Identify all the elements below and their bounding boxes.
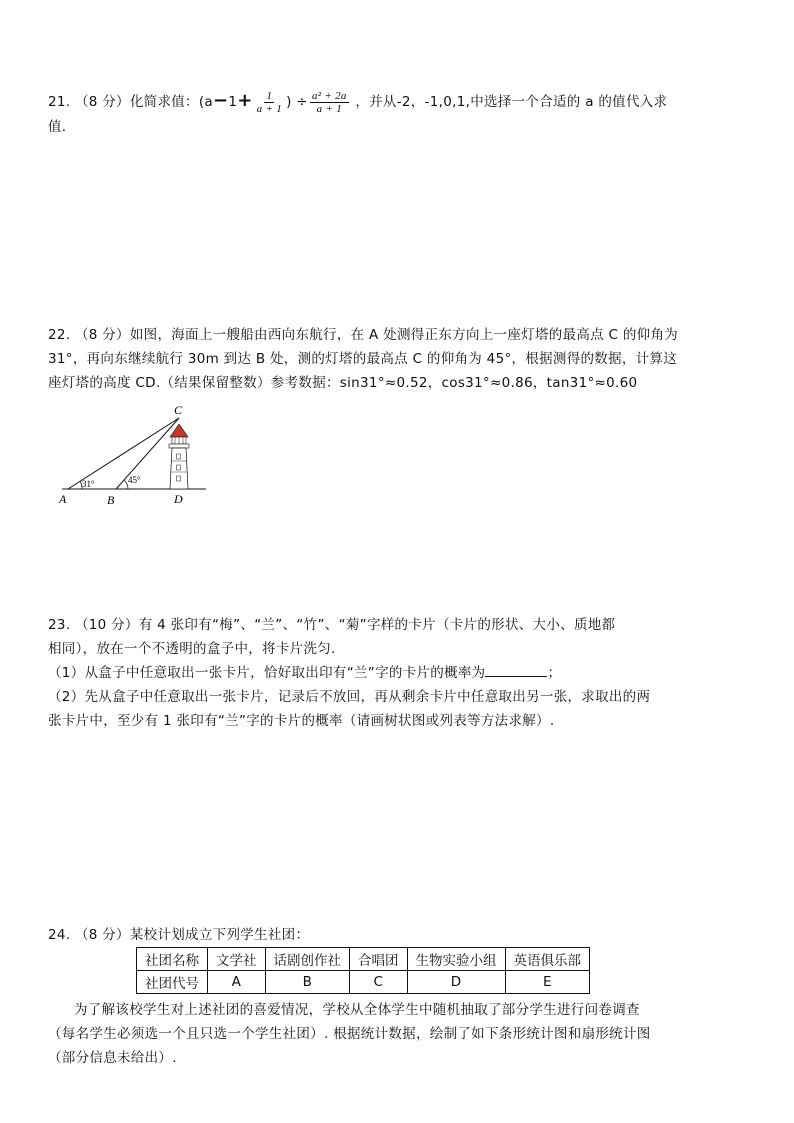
question-24-para3: （部分信息未给出）. [48,1050,177,1066]
label-a: A [59,492,67,506]
question-22 [48,323,750,395]
table-cell: 合唱团 [350,948,408,971]
table-cell: A [208,971,266,994]
question-23-line1: 23. （10 分）有 4 张印有“梅”、“兰”、“竹”、“菊”字样的卡片（卡片的形状、大小、质地都 [48,617,616,633]
question-21-stem-start: 化简求值：(a [129,94,213,110]
question-23-part2-line2: 张卡片中，至少有 1 张印有“兰”字的卡片的概率（请画树状图或列表等方法求解）. [48,713,555,729]
sight-line-b [116,418,179,489]
fraction-denominator: a + 1 [316,102,343,115]
lighthouse-figure [54,402,214,510]
label-c: C [174,403,183,417]
table-row [137,948,590,971]
question-24-para1: 为了解该校学生对上述社团的喜爱情况，学校从全体学生中随机抽取了部分学生进行问卷调查 [74,1002,640,1018]
table-row [137,971,590,994]
table-cell: 文学社 [208,948,266,971]
question-22-line3: 座灯塔的高度 CD.（结果保留整数）参考数据：sin31°≈0.52，cos31°≈0.86，tan31°≈0.60 [48,375,638,391]
question-23-part1: （1）从盒子中任意取出一张卡片，恰好取出印有“兰”字的卡片的概率为 ； [48,661,750,685]
division-sign: ÷ [296,94,308,110]
fraction-denominator: a + 1 [256,102,283,115]
minus-sign: − [213,90,229,111]
table-cell: 话剧创作社 [265,948,350,971]
label-d: D [174,492,183,506]
angle-label-b: 45° [128,475,141,485]
question-21-points: （8 分） [74,94,130,110]
label-b: B [107,493,115,507]
clubs-table [136,947,590,994]
question-24-body [48,998,750,1070]
question-23 [48,613,750,733]
table-cell: D [407,971,505,994]
angle-label-a: 31° [82,479,95,489]
question-21-line2: 值. [48,118,67,135]
table-header-cell: 社团名称 [137,948,208,971]
lighthouse-roof [170,424,188,437]
question-23-part2-line1: （2）先从盒子中任意取出一张卡片，记录后不放回，再从剩余卡片中任意取出另一张，求取出的两 [48,689,651,705]
question-21 [48,89,750,139]
fraction-a2-plus-2a [310,90,349,115]
lighthouse-balcony [169,444,189,448]
lighthouse [169,424,189,489]
question-21-stem-end: ，并从-2，-1,0,1,中选择一个合适的 a 的值代入求 [355,94,668,110]
question-24-para2: （每名学生必须选一个且只选一个学生社团）. 根据统计数据，绘制了如下条形统计图和扇形统计图 [48,1026,651,1042]
table-cell: 英语俱乐部 [505,948,590,971]
fraction-one-over-a-plus-1 [255,90,284,115]
answer-blank [485,662,547,677]
table-cell: B [265,971,350,994]
plus-sign: + [237,90,253,111]
question-22-line2: 31°，再向东继续航行 30m 到达 B 处，测的灯塔的最高点 C 的仰角为 45°，根据测得的数据，计算这 [48,351,678,367]
table-cell: C [350,971,408,994]
fraction-numerator: 1 [266,89,273,102]
question-22-line1: 22. （8 分）如图，海面上一艘船由西向东航行，在 A 处测得正东方向上一座灯塔的最高点 C 的仰角为 [48,327,679,343]
close-paren: ) [286,94,292,110]
constant-one: 1 [228,94,238,110]
question-21-number: 21. [48,94,71,110]
table-header-cell: 社团代号 [137,971,208,994]
table-cell: 生物实验小组 [407,948,505,971]
table-cell: E [505,971,590,994]
question-21-text [48,89,750,115]
question-23-line2: 相同），放在一个不透明的盒子中，将卡片洗匀. [48,641,336,657]
fraction-numerator: a² + 2a [311,89,347,102]
question-24-intro: 24. （8 分）某校计划成立下列学生社团： [48,927,310,943]
